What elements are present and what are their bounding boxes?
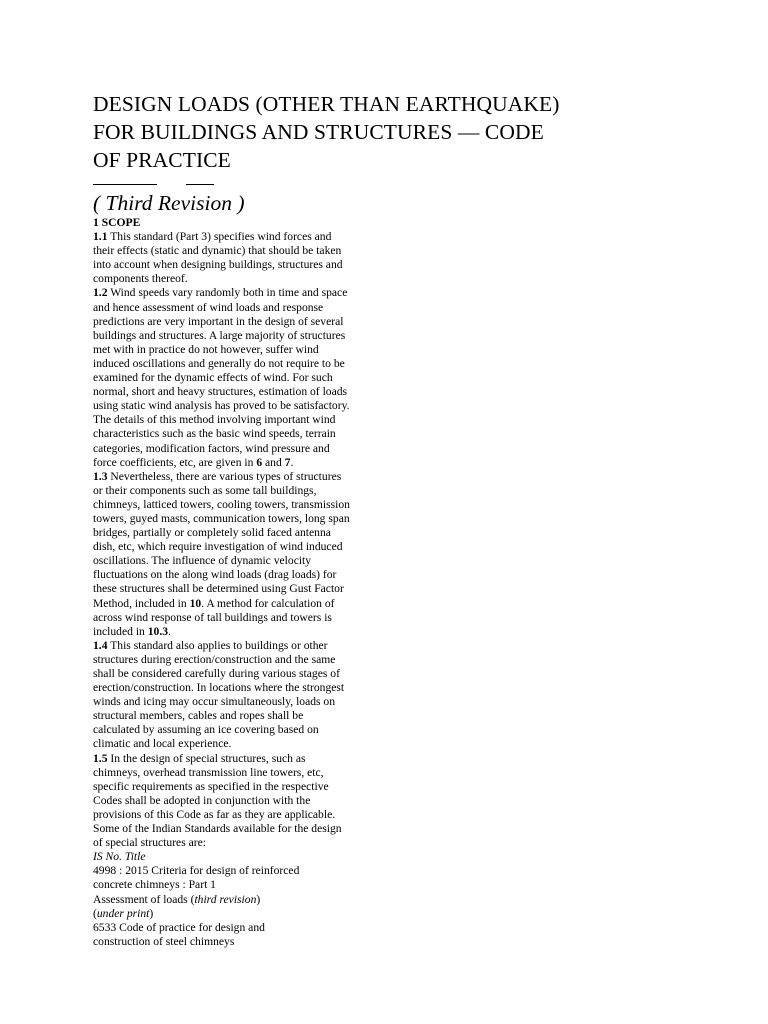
standard-entry-line: Assessment of loads (third revision) — [93, 892, 261, 906]
paragraph-line: across wind response of tall buildings and towers is — [93, 610, 332, 624]
paragraph-line: categories, modification factors, wind pressure and — [93, 441, 330, 455]
paragraph-line: winds and icing may occur simultaneously, loads on — [93, 695, 336, 709]
paragraph-line: structural members, cables and ropes shall be — [93, 709, 304, 723]
section-reference: 10.3 — [147, 624, 169, 638]
paragraph-line: normal, short and heavy structures, estimation of loads — [93, 385, 348, 399]
paragraph-line: specific requirements as specified in the respective — [93, 779, 329, 793]
underline-rule — [186, 184, 214, 185]
paragraph-line: and hence assessment of wind loads and response — [93, 300, 324, 314]
paragraph-line: met with in practice do not however, suffer wind — [93, 342, 319, 356]
paragraph-line: shall be considered carefully during various stages of — [93, 667, 340, 680]
paragraph-line: erection/construction. In locations where the strongest — [93, 681, 345, 695]
paragraph-line: Some of the Indian Standards available for the design — [93, 822, 342, 836]
paragraph-line: predictions are very important in the design of several — [93, 314, 344, 328]
scope-section — [93, 216, 393, 949]
paragraph-line: included in 10.3. — [93, 624, 171, 638]
paragraph-line: components thereof. — [93, 272, 188, 286]
paragraph-line: their effects (static and dynamic) that should be taken — [93, 244, 342, 258]
paragraph-line: chimneys, latticed towers, cooling towers, transmission — [93, 497, 350, 511]
paragraph-line: provisions of this Code as far as they are applicable. — [93, 807, 336, 821]
title-line: DESIGN LOADS (OTHER THAN EARTHQUAKE) — [93, 92, 560, 116]
title-underline-rules — [93, 174, 393, 190]
clause-number: 1.5 — [93, 751, 108, 765]
revision-label: ( Third Revision ) — [93, 191, 245, 215]
standard-entry-line: 6533 Code of practice for design and — [93, 920, 265, 934]
paragraph-line: induced oscillations and generally do not require to be — [93, 356, 345, 370]
paragraph-line: force coefficients, etc, are given in 6 and 7. — [93, 455, 294, 469]
paragraph-line: buildings and structures. A large majority of structures — [93, 328, 346, 342]
title-line: OF PRACTICE — [93, 148, 231, 172]
paragraph-line: climatic and local experience. — [93, 737, 232, 751]
paragraph-line: using static wind analysis has proved to be satisfactory. — [93, 399, 350, 413]
clause-number: 1.1 — [93, 230, 108, 244]
document-page — [93, 90, 560, 949]
paragraph-line: 1.4 This standard also applies to buildings or other — [93, 638, 328, 652]
paragraph-line: 1.3 Nevertheless, there are various types of structures — [93, 469, 342, 483]
paragraph-line: 1.1 This standard (Part 3) specifies wind forces and — [93, 230, 332, 244]
standards-table-header: IS No. Title — [93, 850, 146, 864]
clause-number: 1.3 — [93, 469, 108, 483]
section-reference: 10 — [189, 596, 202, 610]
paragraph-line: examined for the dynamic effects of wind. For such — [93, 371, 333, 385]
standard-entry-line: 4998 : 2015 Criteria for design of reinforced — [93, 864, 300, 878]
standard-entry-line: construction of steel chimneys — [93, 934, 235, 948]
standard-entry-line: concrete chimneys : Part 1 — [93, 878, 216, 892]
clause-number: 1.2 — [93, 286, 108, 300]
paragraph-line: calculated by assuming an ice covering based on — [93, 723, 319, 737]
paragraph-line: 1.5 In the design of special structures, such as — [93, 751, 306, 765]
paragraph-line: chimneys, overhead transmission line towers, etc, — [93, 765, 324, 779]
paragraph-line: these structures shall be determined using Gust Factor — [93, 582, 344, 596]
paragraph-line: into account when designing buildings, structures and — [93, 258, 343, 272]
underline-rule — [93, 184, 157, 185]
paragraph-line: or their components such as some tall buildings, — [93, 483, 317, 497]
section-reference: 7 — [284, 455, 291, 469]
paragraph-line: dish, etc, which require investigation of wind induced — [93, 540, 343, 554]
section-reference: 6 — [256, 455, 263, 469]
title-line: FOR BUILDINGS AND STRUCTURES — CODE — [93, 120, 544, 144]
paragraph-line: characteristics such as the basic wind speeds, terrain — [93, 427, 336, 441]
paragraph-line: of special structures are: — [93, 836, 206, 850]
section-heading: 1 SCOPE — [93, 216, 141, 229]
standard-entry-line: (under print) — [93, 906, 154, 920]
paragraph-line: oscillations. The influence of dynamic velocity — [93, 554, 312, 568]
paragraph-line: structures during erection/construction and the same — [93, 652, 336, 666]
clause-number: 1.4 — [93, 638, 108, 652]
paragraph-line: 1.2 Wind speeds vary randomly both in time and space — [93, 286, 348, 300]
paragraph-line: fluctuations on the along wind loads (drag loads) for — [93, 568, 337, 582]
paragraph-line: Method, included in 10. A method for calculation of — [93, 596, 335, 610]
paragraph-line: The details of this method involving important wind — [93, 413, 336, 427]
paragraph-line: Codes shall be adopted in conjunction with the — [93, 793, 311, 807]
document-title — [93, 90, 560, 174]
paragraph-line: towers, guyed masts, communication towers, long span — [93, 511, 350, 525]
paragraph-line: bridges, partially or completely solid faced antenna — [93, 526, 331, 540]
